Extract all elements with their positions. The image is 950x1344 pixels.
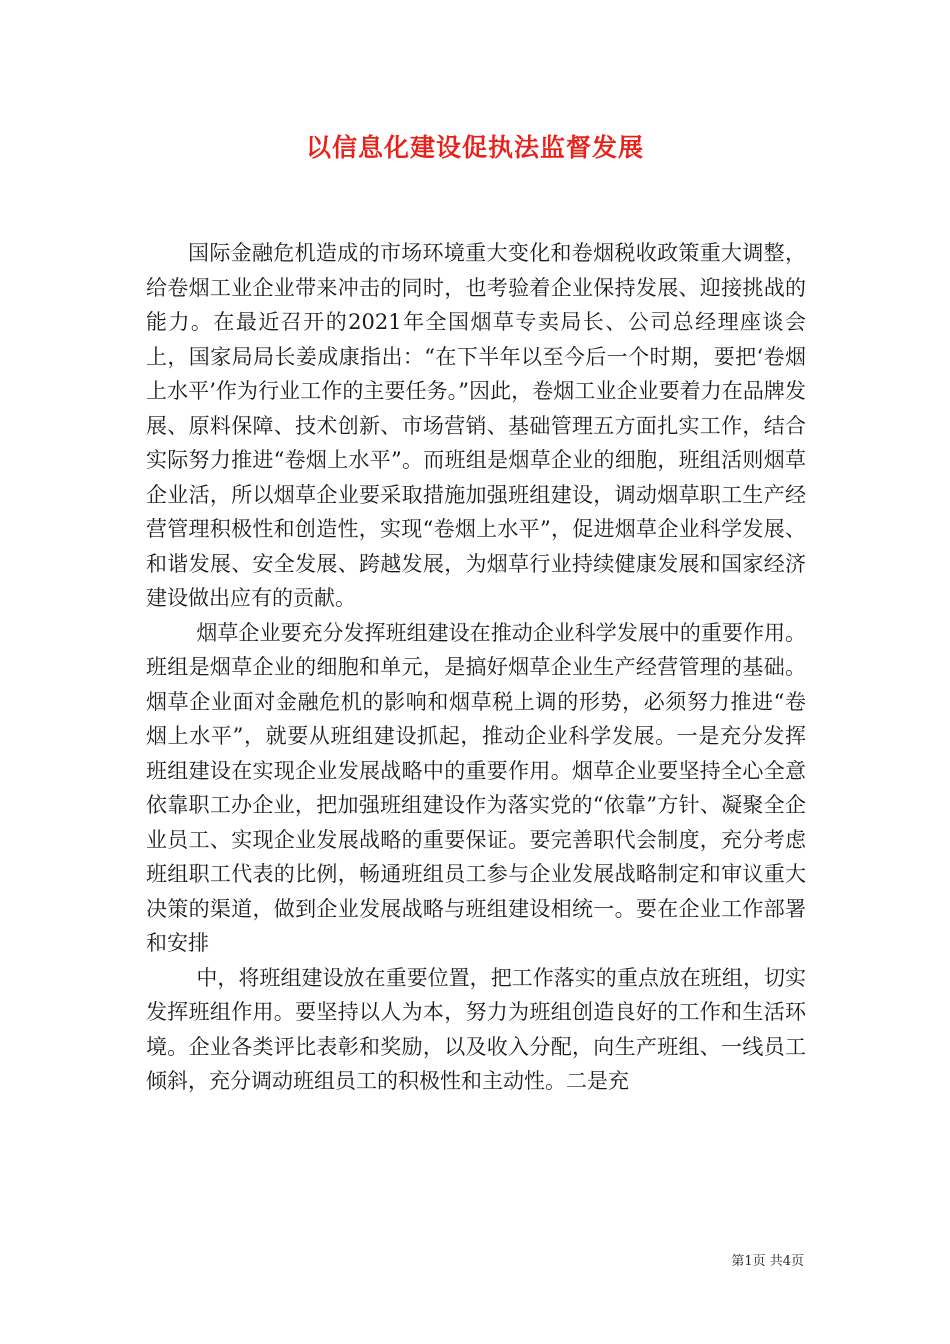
document-body	[146, 236, 806, 1099]
document-title: 以信息化建设促执法监督发展	[305, 133, 644, 162]
paragraph-3: 中，将班组建设放在重要位置，把工作落实的重点放在班组，切实发挥班组作用。要坚持以人为本，努力为班组创造良好的工作和生活环境。企业各类评比表彰和奖励，以及收入分配，向生产班组、一线员工倾斜，充分调动班组员工的积极性和主动性。二是充	[146, 965, 806, 1093]
paragraph-2: 烟草企业要充分发挥班组建设在推动企业科学发展中的重要作用。班组是烟草企业的细胞和单元，是搞好烟草企业生产经营管理的基础。烟草企业面对金融危机的影响和烟草税上调的形势，必须努力推进“卷烟上水平”，就要从班组建设抓起，推动企业科学发展。一是充分发挥班组建设在实现企业发展战略中的重要作用。烟草企业要坚持全心全意依靠职工办企业，把加强班组建设作为落实党的“依靠”方针、凝聚全企业员工、实现企业发展战略的重要保证。要完善职代会制度，充分考虑班组职工代表的比例，畅通班组员工参与企业发展战略制定和审议重大决策的渠道，做到企业发展战略与班组建设相统一。要在企业工作部署和安排	[146, 620, 806, 955]
paragraph-1: 国际金融危机造成的市场环境重大变化和卷烟税收政策重大调整，给卷烟工业企业带来冲击的同时，也考验着企业保持发展、迎接挑战的能力。在最近召开的2021年全国烟草专卖局长、公司总经理座谈会上，国家局局长姜成康指出：“在下半年以至今后一个时期，要把‘卷烟上水平’作为行业工作的主要任务。”因此，卷烟工业企业要着力在品牌发展、原料保障、技术创新、市场营销、基础管理五方面扎实工作，结合实际努力推进“卷烟上水平”。而班组是烟草企业的细胞，班组活则烟草企业活，所以烟草企业要采取措施加强班组建设，调动烟草职工生产经营管理积极性和创造性，实现“卷烟上水平”，促进烟草企业科学发展、和谐发展、安全发展、跨越发展，为烟草行业持续健康发展和国家经济建设做出应有的贡献。	[146, 241, 806, 610]
page-number-footer: 第1页 共4页	[731, 1254, 804, 1269]
